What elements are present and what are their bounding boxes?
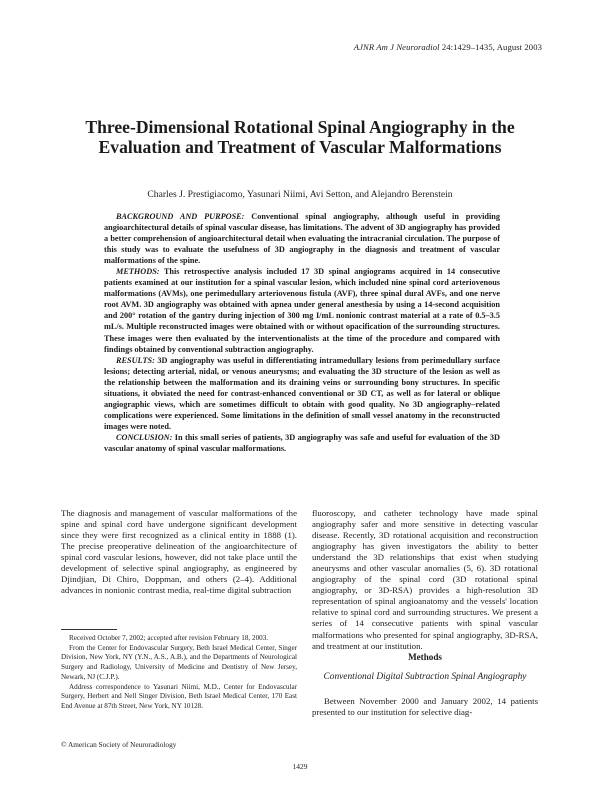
running-header bbox=[354, 42, 542, 52]
abstract-methods-label: METHODS: bbox=[116, 267, 160, 277]
footnote-affiliation: From the Center for Endovascular Surgery, Beth Israel Medical Center, Singer Division, New York, NY (Y.N., A.S., A.B.), and the Departments of Neurological Surgery and Radiology, University of Medicine and Dentistry of New Jersey, Newark, NJ (C.J.P.). bbox=[61, 643, 297, 681]
abstract-methods bbox=[104, 266, 500, 354]
journal-name: AJNR Am J Neuroradiol bbox=[353, 42, 440, 52]
abstract-results-text: 3D angiography was useful in differentiating intramedullary lesions from perimedullary surface lesions; detecting arterial, nidal, or venous aneurysms; and evaluating the 3D structure of the lesion as well as the relationship between the malformation and its draining veins or surrounding bony structures. In specific situations, it obviated the need for contrast-enhanced conventional or 3D CT, as well as for lateral or oblique angiographic views, which are sometimes difficult to obtain with good quality. No 3D angiography–related complications were experienced. Some limitations in the definition of small vessel anatomy in the reconstructed images were noted. bbox=[104, 355, 501, 431]
section-heading-methods: Methods bbox=[408, 652, 442, 662]
methods-text bbox=[312, 696, 538, 718]
footnote-correspondence: Address correspondence to Yasunari Niimi, M.D., Center for Endovascular Surgery, Herbert and Nell Singer Division, Beth Israel Medical Center, 170 East End Avenue at 87th Street, New York, NY 10128. bbox=[61, 682, 297, 710]
abstract bbox=[104, 211, 500, 454]
abstract-conclusion-text: In this small series of patients, 3D angiography was safe and useful for evaluation of the 3D vascular anatomy of spinal vascular malformations. bbox=[104, 432, 500, 453]
footnotes bbox=[61, 634, 297, 712]
abstract-conclusion bbox=[104, 432, 500, 454]
page-number: 1429 bbox=[292, 762, 308, 771]
abstract-results bbox=[104, 355, 500, 432]
author-list: Charles J. Prestigiacomo, Yasunari Niimi, Avi Setton, and Alejandro Berenstein bbox=[147, 189, 453, 200]
intro-paragraph-continued: fluoroscopy, and catheter technology have made spinal angiography safer and more sensitive in detecting vascular disease. Recently, 3D rotational acquisition and reconstruction angiography has given investigators the ability to better understand the 3D relationships that exist when studying aneurysms and other vascular anomalies (5, 6). 3D rotational angiography of the spinal cord (3D rotational spinal angiography, or 3D-RSA) provides a high-resolution 3D representation of spinal angioanatomy and the vessels' location relative to spinal cord and surrounding structures. We present a series of 14 consecutive patients with spinal vascular malformations who presented for spinal angiography, 3D-RSA, and treatment at our institution. bbox=[312, 508, 538, 651]
abstract-background bbox=[104, 211, 500, 266]
methods-paragraph: Between November 2000 and January 2002, 14 patients presented to our institution for selective diag- bbox=[312, 696, 538, 718]
body-column-right bbox=[312, 508, 538, 652]
article-title: Three-Dimensional Rotational Spinal Angiography in the Evaluation and Treatment of Vascular Malformations bbox=[85, 117, 515, 157]
abstract-background-label: BACKGROUND AND PURPOSE: bbox=[116, 212, 245, 221]
footnote-divider bbox=[61, 629, 117, 630]
subsection-heading: Conventional Digital Subtraction Spinal Angiography bbox=[323, 672, 527, 682]
abstract-conclusion-label: CONCLUSION: bbox=[116, 432, 173, 442]
body-column-left bbox=[61, 508, 297, 596]
copyright-line: © American Society of Neuroradiology bbox=[61, 740, 177, 749]
abstract-results-label: RESULTS: bbox=[116, 355, 155, 365]
abstract-methods-text: This retrospective analysis included 17 3D spinal angiograms acquired in 14 consecutive patients examined at our institution for a spinal vascular lesion, which included nine spinal cord arteriovenous malformations (AVMs), one perimedullary arteriovenous fistula (AVF), three spinal dural AVFs, and one nerve root AVM. 3D angiography was obtained with apnea under general anesthesia by using a 14-second acquisition and 200° rotation of the gantry during injection of 300 mg I/mL nonionic contrast material at a rate of 0.5–3.5 mL/s. Multiple reconstructed images were obtained with or without opacification of the surrounding structures. These images were then evaluated by the interventionalists at the time of the procedure and compared with findings obtained by conventional subtraction angiography. bbox=[104, 267, 501, 354]
footnote-received: Received October 7, 2002; accepted after revision February 18, 2003. bbox=[69, 634, 269, 642]
journal-citation: 24:1429–1435, August 2003 bbox=[441, 42, 542, 52]
abstract-background-text: Conventional spinal angiography, although useful in providing angioarchitectural details of spinal vascular disease, has limitations. The advent of 3D angiography has provided a better comprehension of angioarchitectural detail when evaluating the intracranial circulation. The purpose of this study was to evaluate the usefulness of 3D angiography in the diagnosis and treatment of vascular malformations of the spine. bbox=[104, 212, 500, 266]
intro-paragraph: The diagnosis and management of vascular malformations of the spine and spinal cord have undergone significant development since they were first recognized as a clinical entity in 1888 (1). The precise preoperative delineation of the angioarchitecture of spinal cord vascular lesions, however, did not take place until the development of selective spinal angiography, as engineered by Djindjian, Di Chiro, Doppman, and others (2–4). Additional advances in nonionic contrast media, real-time digital subtraction bbox=[61, 508, 297, 596]
